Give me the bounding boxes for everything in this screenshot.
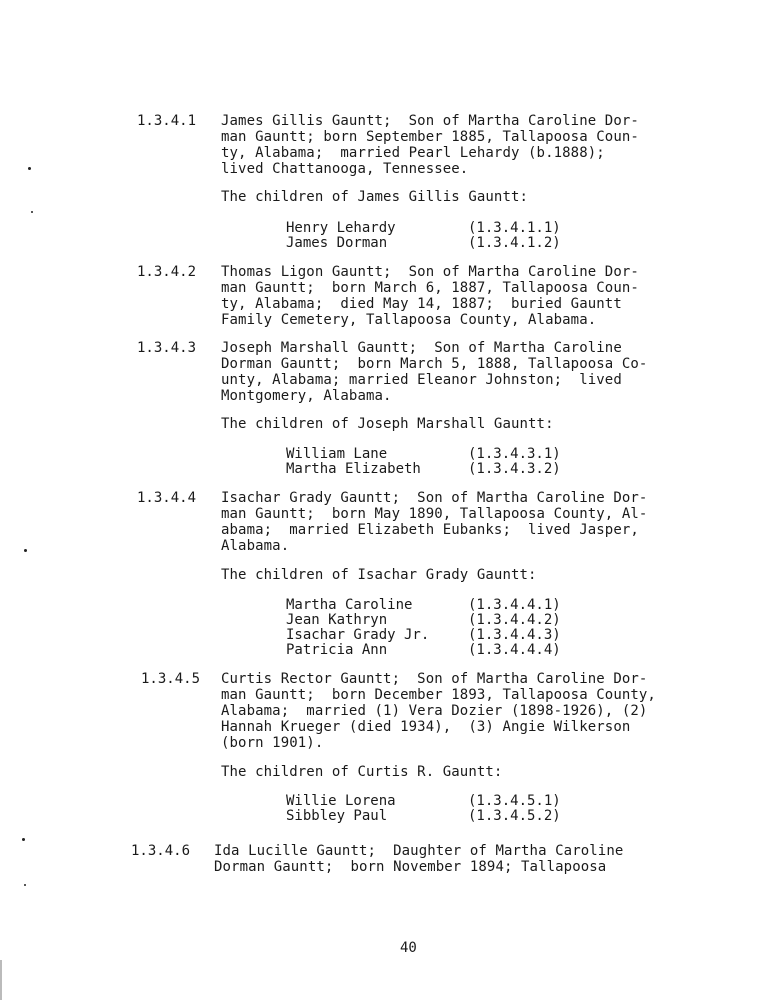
entry-text-line: ty, Alabama; married Pearl Lehardy (b.1888); [221,145,605,161]
scan-speck [28,167,31,170]
page-number: 40 [400,940,417,956]
child-name: Henry Lehardy [286,220,396,236]
child-name: Jean Kathryn [286,612,388,628]
entry-text-line: Dorman Gauntt; born March 5, 1888, Tallapoosa Co- [221,356,648,372]
scan-edge [0,960,2,1000]
entry-text-line: unty, Alabama; married Eleanor Johnston; lived [221,372,622,388]
child-id: (1.3.4.3.1) [468,446,561,462]
child-id: (1.3.4.4.4) [468,642,561,658]
child-name: William Lane [286,446,388,462]
entry-text-line: Family Cemetery, Tallapoosa County, Alabama. [221,312,597,328]
child-name: Sibbley Paul [286,808,388,824]
children-heading: The children of Joseph Marshall Gauntt: [221,416,554,432]
scan-speck [31,211,33,213]
child-id: (1.3.4.4.3) [468,627,561,643]
child-id: (1.3.4.5.2) [468,808,561,824]
entry-text-line: abama; married Elizabeth Eubanks; lived Jasper, [221,522,639,538]
child-name: Patricia Ann [286,642,388,658]
entry-text-line: (born 1901). [221,735,324,751]
children-heading: The children of Curtis R. Gauntt: [221,764,503,780]
child-id: (1.3.4.1.2) [468,235,561,251]
entry-text-line: man Gauntt; born May 1890, Tallapoosa County, Al- [221,506,648,522]
entry-text-line: Alabama. [221,538,290,554]
entry-text-line: lived Chattanooga, Tennessee. [221,161,469,177]
entry-text-line: Joseph Marshall Gauntt; Son of Martha Caroline [221,340,622,356]
child-name: James Dorman [286,235,388,251]
child-name: Isachar Grady Jr. [286,627,430,643]
entry-text-line: Thomas Ligon Gauntt; Son of Martha Caroline Dor- [221,264,639,280]
entry-text-line: Alabama; married (1) Vera Dozier (1898-1926), (2) [221,703,648,719]
child-id: (1.3.4.5.1) [468,793,561,809]
entry-text-line: Montgomery, Alabama. [221,388,392,404]
children-heading: The children of James Gillis Gauntt: [221,189,529,205]
entry-number: 1.3.4.5 [141,671,201,687]
child-id: (1.3.4.1.1) [468,220,561,236]
child-name: Martha Caroline [286,597,413,613]
entry-text-line: Isachar Grady Gauntt; Son of Martha Caroline Dor- [221,490,648,506]
entry-text-line: James Gillis Gauntt; Son of Martha Caroline Dor- [221,113,639,129]
child-name: Martha Elizabeth [286,461,421,477]
entry-text-line: man Gauntt; born September 1885, Tallapoosa Coun- [221,129,639,145]
scan-speck [24,549,27,552]
entry-text-line: ty, Alabama; died May 14, 1887; buried Gauntt [221,296,622,312]
scan-speck [22,838,25,841]
scan-speck [24,884,26,886]
entry-text-line: man Gauntt; born March 6, 1887, Tallapoosa Coun- [221,280,639,296]
child-name: Willie Lorena [286,793,396,809]
child-id: (1.3.4.3.2) [468,461,561,477]
entry-text-line: man Gauntt; born December 1893, Tallapoosa County, [221,687,656,703]
entry-text-line: Hannah Krueger (died 1934), (3) Angie Wilkerson [221,719,631,735]
entry-number: 1.3.4.3 [137,340,197,356]
child-id: (1.3.4.4.2) [468,612,561,628]
entry-number: 1.3.4.6 [131,843,191,859]
entry-number: 1.3.4.1 [137,113,197,129]
entry-number: 1.3.4.4 [137,490,197,506]
entry-text-line: Ida Lucille Gauntt; Daughter of Martha Caroline [214,843,624,859]
entry-text-line: Dorman Gauntt; born November 1894; Tallapoosa [214,859,607,875]
children-heading: The children of Isachar Grady Gauntt: [221,567,537,583]
child-id: (1.3.4.4.1) [468,597,561,613]
entry-number: 1.3.4.2 [137,264,197,280]
entry-text-line: Curtis Rector Gauntt; Son of Martha Caroline Dor- [221,671,648,687]
